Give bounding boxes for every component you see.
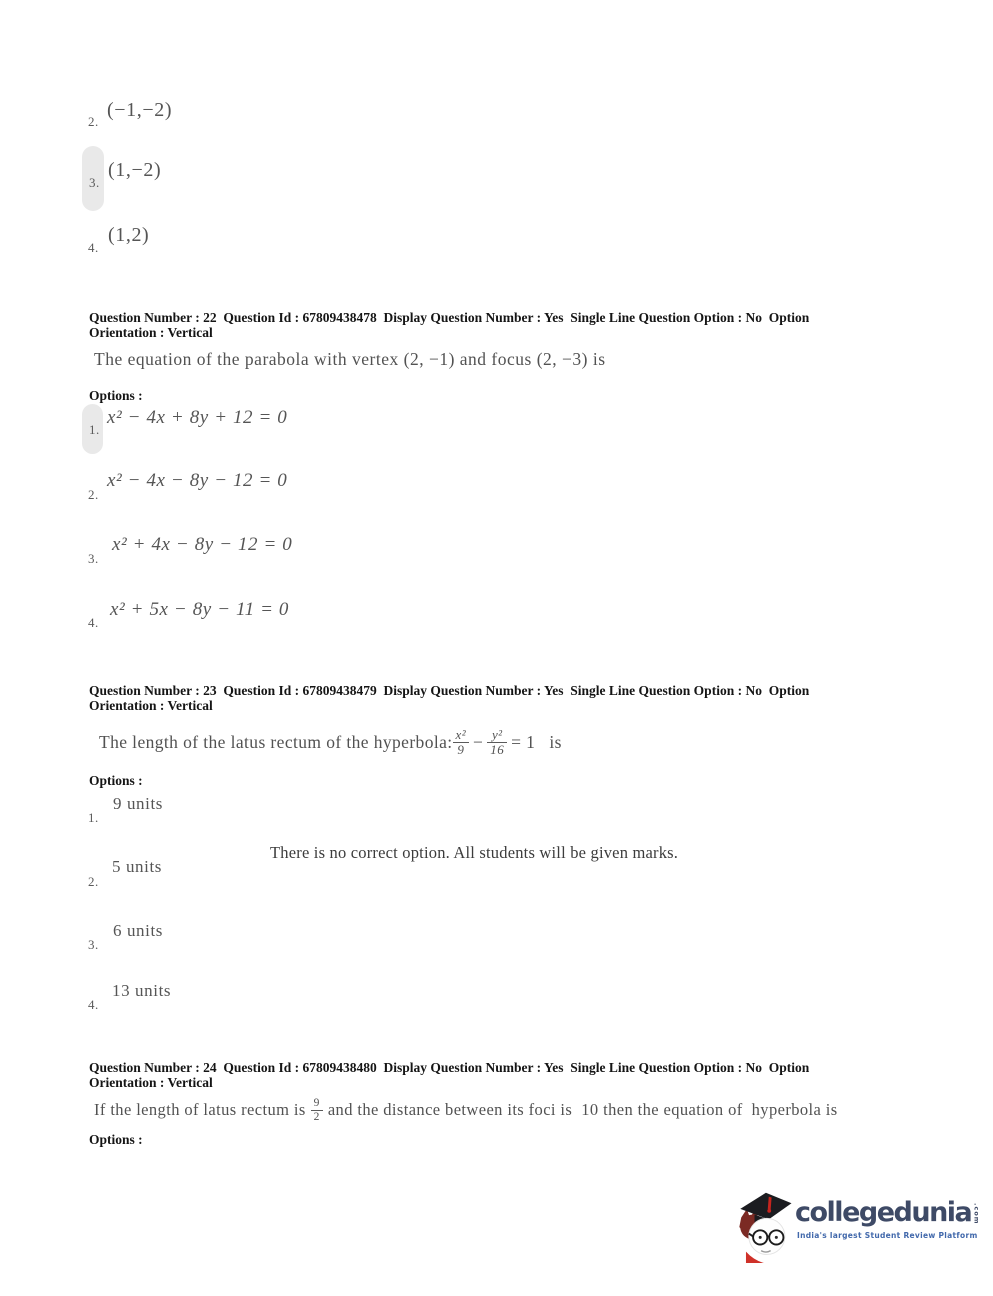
question-23-option-2 xyxy=(82,857,422,899)
option-number: 3. xyxy=(88,551,99,566)
option-number: 1. xyxy=(88,810,99,825)
carryover-option-2 xyxy=(82,99,422,141)
no-correct-option-note: There is no correct option. All students will be given marks. xyxy=(270,843,679,862)
fraction-denominator: 9 xyxy=(453,742,469,757)
collegedunia-mascot-icon xyxy=(735,1189,793,1263)
option-value: x² + 4x − 8y − 12 = 0 xyxy=(112,534,293,555)
option-number: 3. xyxy=(88,937,99,952)
brand-dotcom: .com xyxy=(972,1203,981,1225)
question-header-line1: Question Number : 24 Question Id : 67809438480 Display Question Number : Yes Single Line Question Option : No Option xyxy=(89,1060,810,1075)
fraction xyxy=(311,1097,323,1122)
question-header-line1: Question Number : 22 Question Id : 67809438478 Display Question Number : Yes Single Line Question Option : No Option xyxy=(89,310,810,325)
question-22-header xyxy=(89,311,879,340)
question-23-text xyxy=(99,718,562,766)
fraction-numerator: x² xyxy=(455,726,467,742)
question-text-prefix: If the length of latus rectum is xyxy=(94,1100,306,1119)
question-23-option-3 xyxy=(82,921,422,963)
question-23-header xyxy=(89,684,879,713)
question-23-option-4 xyxy=(82,981,422,1023)
question-text-suffix: is xyxy=(549,731,562,752)
collegedunia-logo xyxy=(735,1189,980,1263)
question-header-line1: Question Number : 23 Question Id : 67809438479 Display Question Number : Yes Single Line Question Option : No Option xyxy=(89,683,810,698)
question-22-text: The equation of the parabola with vertex (2, −1) and focus (2, −3) is xyxy=(94,349,606,369)
fraction xyxy=(453,728,469,756)
option-number: 3. xyxy=(89,175,100,190)
question-23-option-1 xyxy=(82,794,422,836)
option-value: x² − 4x + 8y + 12 = 0 xyxy=(107,407,288,428)
option-number: 4. xyxy=(88,615,99,630)
option-value: (1,−2) xyxy=(108,159,162,181)
question-22-options-label: Options : xyxy=(89,388,143,403)
option-number: 2. xyxy=(88,874,99,889)
question-header-line2: Orientation : Vertical xyxy=(89,324,213,340)
carryover-option-4 xyxy=(82,224,422,266)
question-22-option-4 xyxy=(82,599,422,644)
option-value: 13 units xyxy=(112,981,172,1000)
question-text-suffix: and the distance between its foci is 10 then the equation of hyperbola is xyxy=(327,1100,838,1119)
question-header-line2: Orientation : Vertical xyxy=(89,1074,213,1090)
fraction-numerator: y² xyxy=(491,726,503,742)
option-value: x² + 5x − 8y − 11 = 0 xyxy=(110,599,289,620)
logo-text-block xyxy=(795,1199,980,1240)
question-24-text xyxy=(94,1092,838,1128)
question-22-option-3 xyxy=(82,534,422,579)
option-value: 5 units xyxy=(112,857,163,876)
option-value: 9 units xyxy=(113,794,164,813)
brand-tagline: India's largest Student Review Platform xyxy=(797,1231,978,1240)
brand-wordmark: collegedunia xyxy=(795,1197,972,1228)
option-value: x² − 4x − 8y − 12 = 0 xyxy=(107,470,288,491)
fraction-denominator: 16 xyxy=(487,742,507,757)
option-value: 6 units xyxy=(113,921,164,940)
question-22-option-1 xyxy=(82,404,422,459)
option-number: 2. xyxy=(88,487,99,502)
option-number: 2. xyxy=(88,114,99,129)
fraction xyxy=(487,728,507,756)
option-number: 1. xyxy=(89,422,100,437)
equals-value: = 1 xyxy=(511,731,536,752)
option-number: 4. xyxy=(88,240,99,255)
fraction-numerator: 9 xyxy=(313,1097,320,1110)
question-header-line2: Orientation : Vertical xyxy=(89,697,213,713)
question-24-header xyxy=(89,1061,879,1090)
option-number: 4. xyxy=(88,997,99,1012)
fraction-denominator: 2 xyxy=(311,1110,323,1123)
minus-sign: − xyxy=(473,731,484,752)
carryover-option-3 xyxy=(82,146,422,216)
question-24-options-label: Options : xyxy=(89,1132,143,1147)
option-value: (−1,−2) xyxy=(107,99,173,121)
question-23-options-label: Options : xyxy=(89,773,143,788)
question-text-prefix: The length of the latus rectum of the hyperbola: xyxy=(99,731,453,752)
option-value: (1,2) xyxy=(108,224,150,246)
question-22-option-2 xyxy=(82,470,422,515)
